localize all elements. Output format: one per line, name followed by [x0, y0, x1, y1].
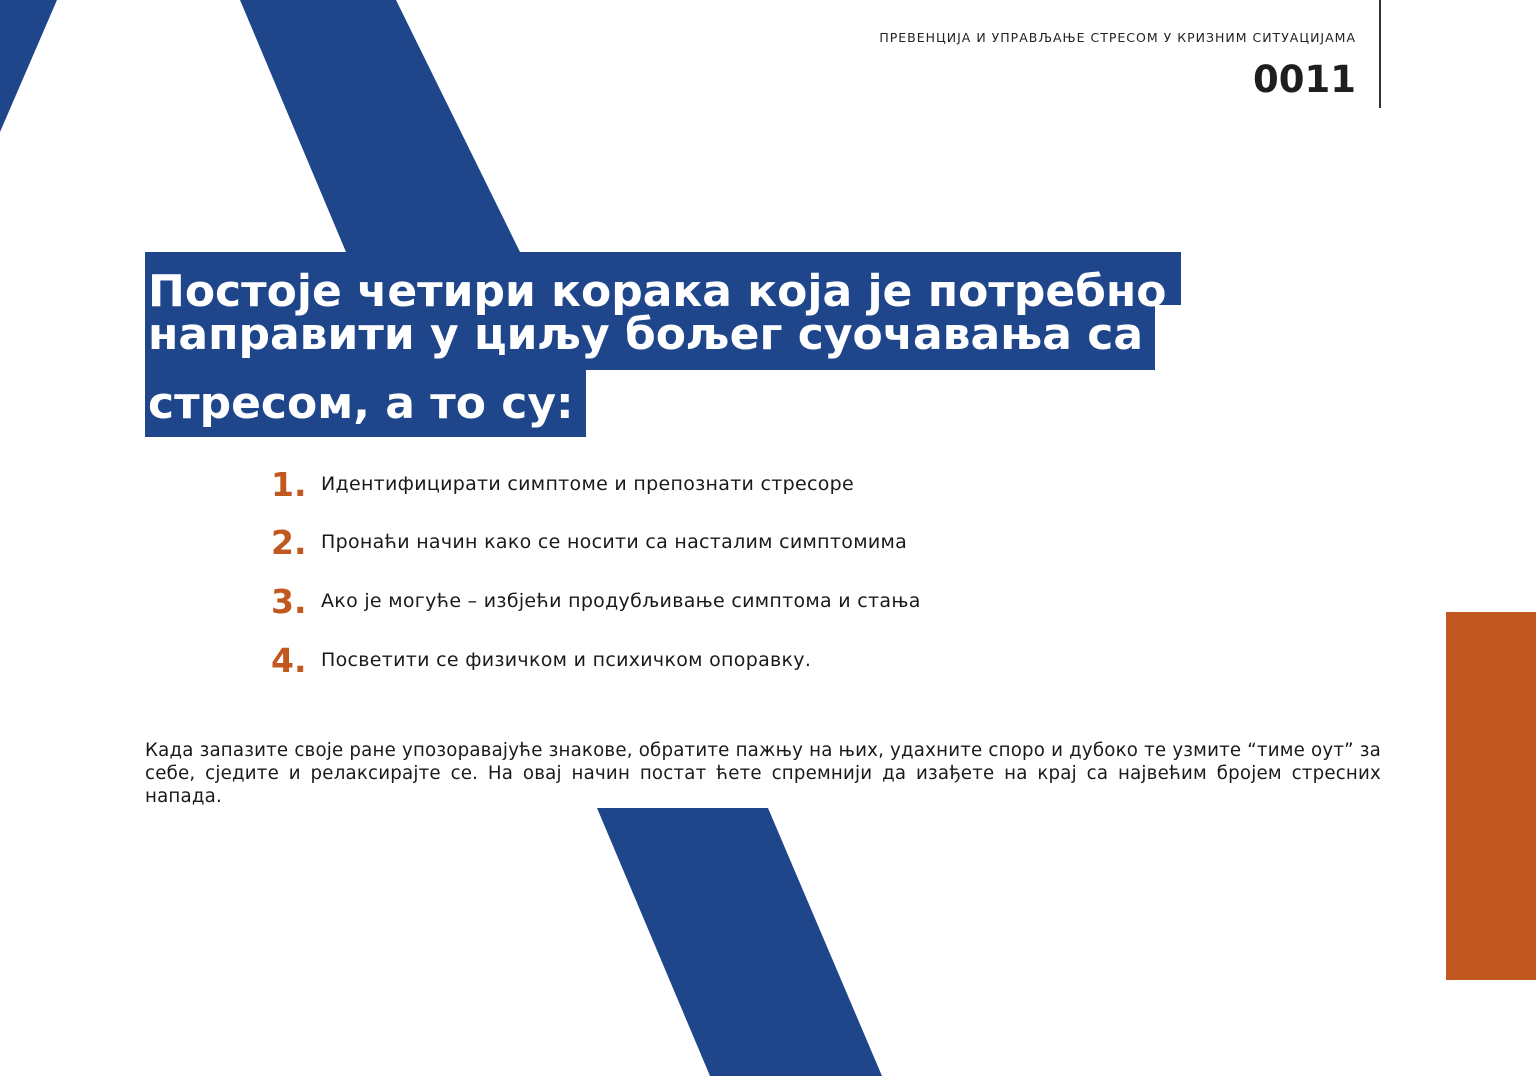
step-number: 4.	[271, 640, 307, 680]
orange-side-bar	[1446, 612, 1536, 980]
step-number: 3.	[271, 581, 307, 621]
step-text: Посветити се физичком и психичком опоравку.	[321, 649, 812, 671]
step-text: Идентифицирати симптоме и препознати стресоре	[321, 473, 855, 495]
step-item-4	[271, 640, 811, 680]
header-divider	[1379, 0, 1381, 108]
step-item-1	[271, 464, 854, 504]
heading-line-3: стресом, а то су:	[145, 370, 586, 437]
step-text: Ако је могуће – избјећи продубљивање симптома и стања	[321, 590, 921, 612]
step-item-3	[271, 581, 921, 621]
step-item-2	[271, 522, 907, 562]
blue-stripe-bottom	[597, 808, 882, 1076]
step-number: 1.	[271, 464, 307, 504]
step-text: Пронаћи начин како се носити са насталим симптомима	[321, 531, 908, 553]
page-number: 0011	[1253, 58, 1356, 101]
step-number: 2.	[271, 522, 307, 562]
blue-stripe-top	[240, 0, 520, 252]
heading-line-2: направити у циљу бољег суочавања са	[145, 305, 1155, 370]
document-header-title: ПРЕВЕНЦИЈА И УПРАВЉАЊЕ СТРЕСОМ У КРИЗНИМ СИТУАЦИЈАМА	[879, 30, 1356, 45]
heading-line-1: Постоје четири корака која је потребно	[145, 252, 1181, 305]
body-paragraph: Када запазите своје ране упозоравајуће знакове, обратите пажњу на њих, удахните споро и дубоко те узмите “тиме оут” за себе, сједите и релаксирајте се. На овај начин постат ћете спремнији да изађете на крај са највећим бројем стресних напада.	[145, 740, 1381, 808]
section-heading	[145, 252, 1181, 437]
blue-stripe-top-left	[0, 0, 57, 132]
